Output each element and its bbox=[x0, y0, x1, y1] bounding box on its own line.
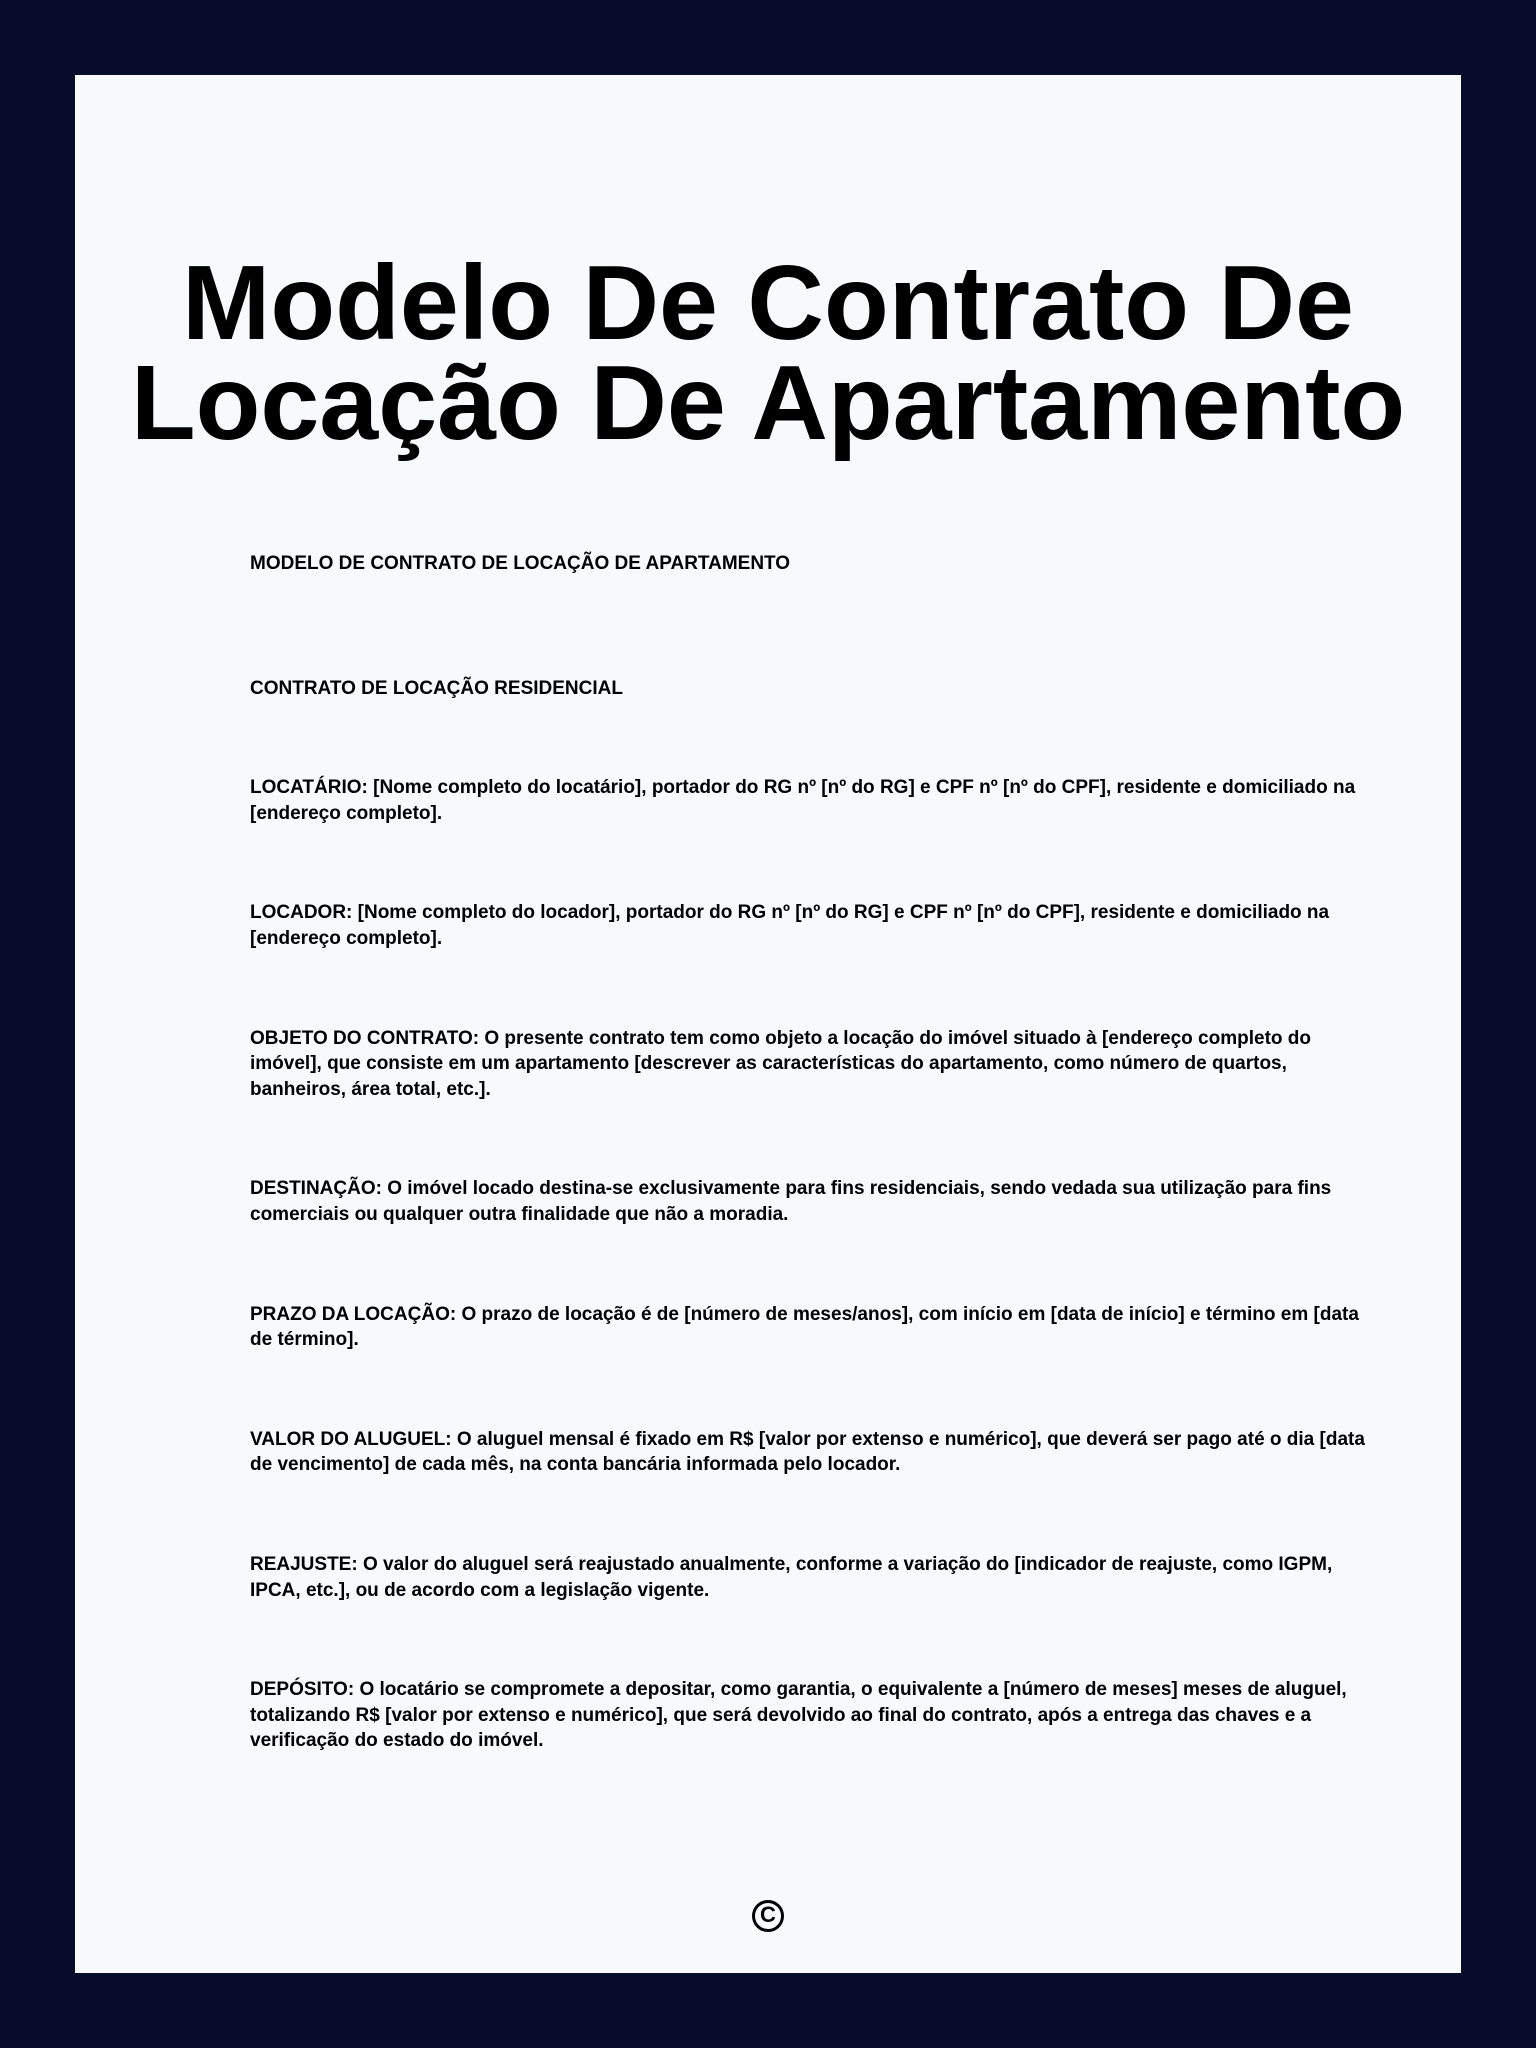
clause-locatario: LOCATÁRIO: [Nome completo do locatário], portador do RG nº [nº do RG] e CPF nº [nº do CPF], residente e domiciliado na [endereço completo]. bbox=[250, 777, 1356, 824]
document-subheading: CONTRATO DE LOCAÇÃO RESIDENCIAL bbox=[250, 677, 623, 699]
clause-objeto: OBJETO DO CONTRATO: O presente contrato tem como objeto a locação do imóvel situado à [endereço completo do imóvel], que consiste em um apartamento [descrever as características do apartamento, como número de quartos, banheiros, área total, etc.]. bbox=[250, 1027, 1312, 1100]
document-page bbox=[75, 75, 1461, 1973]
page-footer bbox=[75, 1900, 1461, 1932]
clause-valor: VALOR DO ALUGUEL: O aluguel mensal é fixado em R$ [valor por extenso e numérico], que deverá ser pago até o dia [data de vencimento] de cada mês, na conta bancária informada pelo locador. bbox=[250, 1428, 1365, 1476]
clause-locador: LOCADOR: [Nome completo do locador], portador do RG nº [nº do RG] e CPF nº [nº do CPF], residente e domiciliado na [endereço completo]. bbox=[250, 902, 1330, 949]
document-heading: MODELO DE CONTRATO DE LOCAÇÃO DE APARTAMENTO bbox=[250, 553, 791, 574]
clause-reajuste: REAJUSTE: O valor do aluguel será reajustado anualmente, conforme a variação do [indicador de reajuste, como IGPM, IPCA, etc.], ou de acordo com a legislação vigente. bbox=[250, 1553, 1333, 1601]
clause-prazo: PRAZO DA LOCAÇÃO: O prazo de locação é de [número de meses/anos], com início em [data de início] e término em [data de término]. bbox=[250, 1303, 1359, 1351]
page-title: Modelo De Contrato De Locação De Apartamento bbox=[130, 244, 1406, 462]
clause-destinacao: DESTINAÇÃO: O imóvel locado destina-se exclusivamente para fins residenciais, sendo vedada sua utilização para fins comerciais ou qualquer outra finalidade que não a moradia. bbox=[250, 1178, 1332, 1225]
document-body bbox=[250, 551, 1365, 1754]
copyright-icon: C bbox=[752, 1900, 784, 1932]
clause-deposito: DEPÓSITO: O locatário se compromete a depositar, como garantia, o equivalente a [número de meses] meses de aluguel, totalizando R$ [valor por extenso e numérico], que será devolvido ao final do contrato, após a entrega das chaves e a verificação do estado do imóvel. bbox=[250, 1679, 1347, 1752]
